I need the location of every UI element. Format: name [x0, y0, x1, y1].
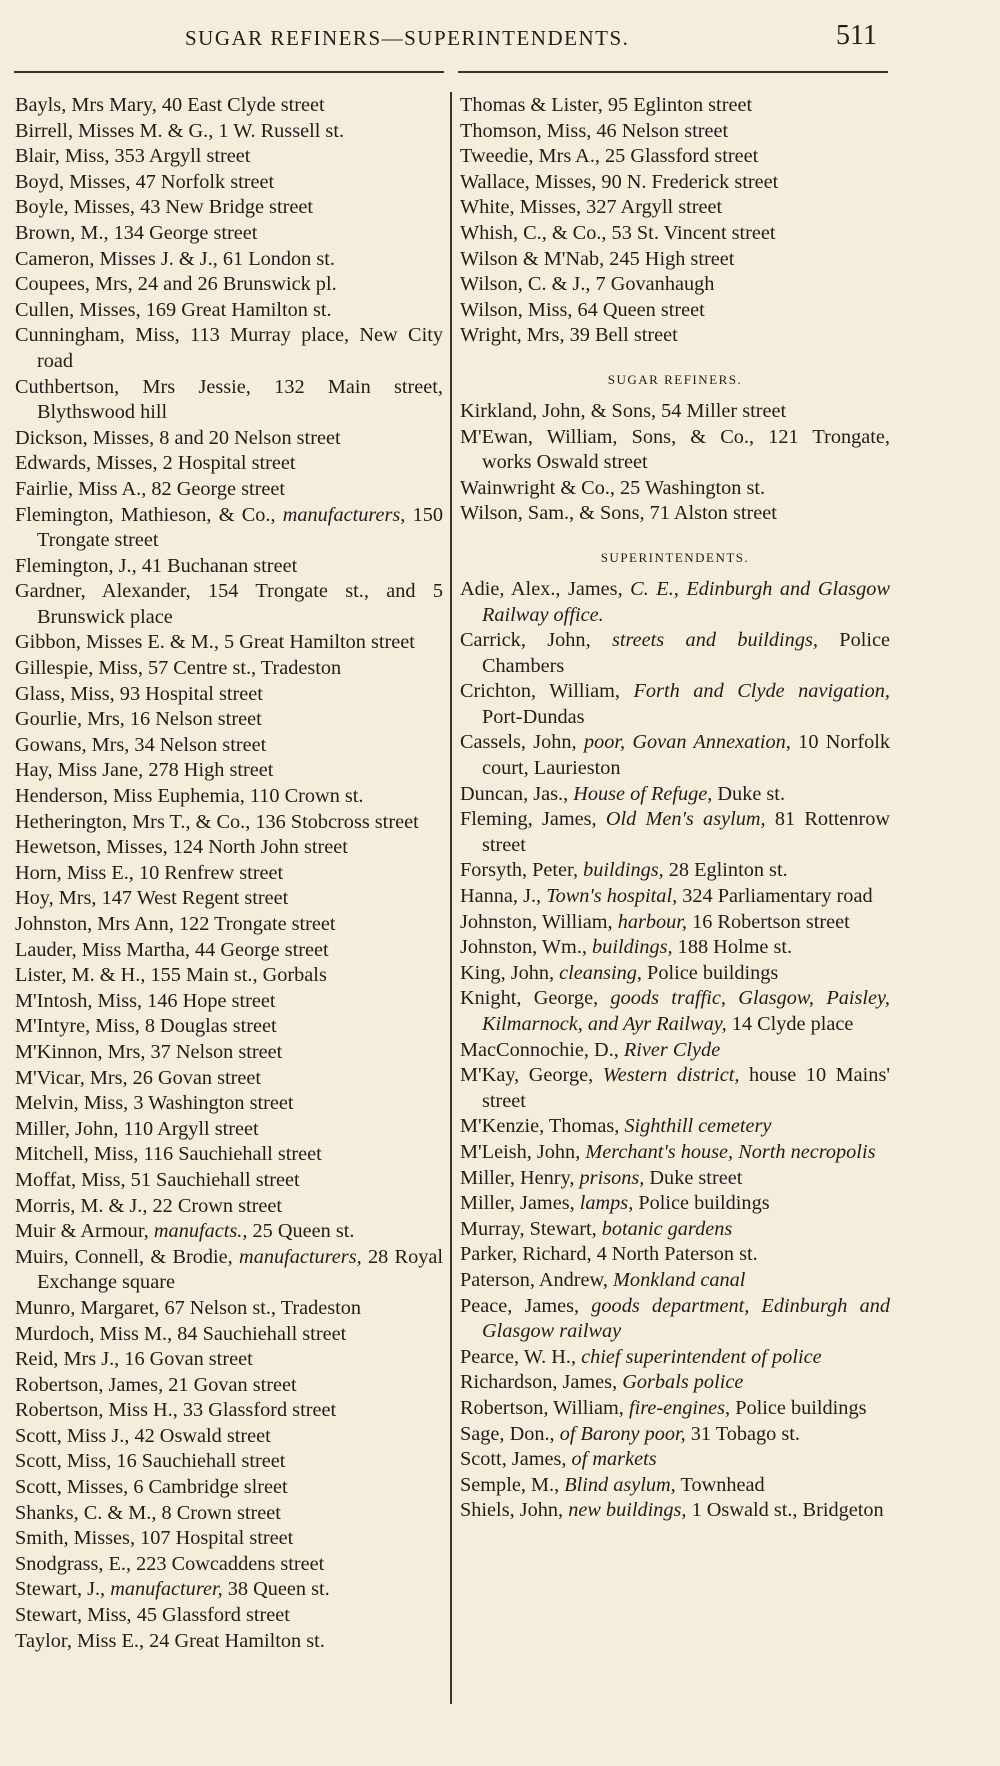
directory-entry [15, 758, 443, 784]
directory-entry [15, 1552, 443, 1578]
directory-entry [15, 1091, 443, 1117]
directory-entry [15, 298, 443, 324]
directory-entry [15, 1040, 443, 1066]
entry-name: Adie, Alex., James, [460, 577, 631, 600]
entry-occupation: Old Men's asylum, [605, 808, 766, 831]
entry-name: Peace, James, [460, 1294, 592, 1317]
entry-address: Police Chambers [482, 629, 890, 677]
directory-entry [460, 476, 890, 502]
directory-entry [460, 961, 890, 987]
entry-text: Taylor, Miss E., 24 Great Hamilton st. [15, 1629, 325, 1652]
entry-occupation: manufacturers, [282, 503, 406, 526]
directory-entry [460, 1242, 890, 1268]
directory-entry [15, 1322, 443, 1348]
page-number: 511 [836, 20, 877, 51]
entry-occupation: chief superintendent of police [581, 1345, 822, 1368]
directory-entry [460, 986, 890, 1037]
entry-name: Hanna, J., [460, 885, 547, 908]
directory-entry [460, 93, 890, 119]
entry-address: 16 Robertson street [687, 910, 850, 933]
directory-entry [460, 1063, 890, 1114]
directory-entry [460, 1294, 890, 1345]
entry-occupation: prisons, [579, 1166, 645, 1189]
directory-entry [15, 1194, 443, 1220]
entry-address: Townhead [675, 1473, 765, 1496]
entry-name: Miller, Henry, [460, 1166, 580, 1189]
entry-text: Morris, M. & J., 22 Crown street [15, 1194, 283, 1217]
entry-text: Stewart, Miss, 45 Glassford street [15, 1604, 290, 1627]
directory-entry [460, 144, 890, 170]
entry-name: Flemington, Mathieson, & Co., [15, 503, 283, 526]
directory-entry [15, 630, 443, 656]
directory-entry [460, 1396, 890, 1422]
directory-entry [460, 935, 890, 961]
entry-text: Wilson, C. & J., 7 Govanhaugh [460, 273, 715, 296]
entry-text: Scott, Miss J., 42 Oswald street [15, 1424, 271, 1447]
sugar-refiners-list [460, 399, 890, 527]
entry-text: Gourlie, Mrs, 16 Nelson street [15, 708, 262, 731]
entry-occupation: House of Refuge, [573, 782, 713, 805]
entry-name: Pearce, W. H., [460, 1345, 582, 1368]
entry-name: Semple, M., [460, 1473, 565, 1496]
directory-entry [460, 679, 890, 730]
directory-entry [15, 963, 443, 989]
entry-occupation: manufacts., [153, 1220, 248, 1243]
entry-occupation: fire-engines, [628, 1396, 731, 1419]
directory-entry [460, 501, 890, 527]
directory-entry [15, 503, 443, 554]
running-title: SUGAR REFINERS—SUPERINTENDENTS. [185, 26, 630, 50]
column-divider [450, 92, 452, 1704]
entry-occupation: C. E., Edinburgh and Glasgow Railway office. [482, 577, 890, 626]
directory-entry [460, 1370, 890, 1396]
entry-address: 25 Queen st. [247, 1220, 355, 1243]
directory-entry [460, 298, 890, 324]
entry-text: Scott, Miss, 16 Sauchiehall street [15, 1450, 286, 1473]
entry-occupation: Blind asylum, [564, 1473, 676, 1496]
entry-address: 31 Tobago st. [685, 1422, 800, 1445]
entry-occupation: Forth and Clyde navigation, [633, 680, 890, 703]
directory-entry [460, 1166, 890, 1192]
entry-occupation: manufacturer, [110, 1578, 223, 1601]
entry-occupation: new buildings, [568, 1499, 687, 1522]
entry-text: Parker, Richard, 4 North Paterson st. [460, 1243, 758, 1266]
entry-name: Cassels, John, [460, 731, 584, 754]
directory-entry [15, 119, 443, 145]
entry-text: Reid, Mrs J., 16 Govan street [15, 1348, 253, 1371]
entry-name: Richardson, James, [460, 1371, 623, 1394]
superintendents-heading: SUPERINTENDENTS. [600, 549, 750, 565]
directory-entry [15, 170, 443, 196]
entry-text: Melvin, Miss, 3 Washington street [15, 1092, 294, 1115]
entry-occupation: River Clyde [623, 1038, 721, 1061]
entry-text: Wilson, Miss, 64 Queen street [460, 298, 705, 321]
directory-entry [460, 807, 890, 858]
sugar-refiners-heading: SUGAR REFINERS. [607, 371, 743, 387]
directory-entry [15, 886, 443, 912]
directory-entry [15, 272, 443, 298]
directory-entry [15, 1296, 443, 1322]
entry-name: Knight, George, [460, 987, 611, 1010]
directory-entry [15, 861, 443, 887]
entry-text: M'Vicar, Mrs, 26 Govan street [15, 1066, 262, 1089]
entry-name: Fleming, James, [460, 808, 606, 831]
entry-name: Duncan, Jas., [460, 782, 574, 805]
entry-text: Blair, Miss, 353 Argyll street [15, 145, 251, 168]
entry-text: Scott, Misses, 6 Cambridge slreet [15, 1476, 288, 1499]
directory-entry [15, 375, 443, 426]
entry-occupation: Merchant's house, North necropolis [585, 1140, 876, 1163]
directory-entry [15, 1629, 443, 1655]
entry-text: Hay, Miss Jane, 278 High street [15, 759, 274, 782]
entry-address: 14 Clyde place [726, 1013, 854, 1035]
directory-entry [15, 1066, 443, 1092]
entry-address: Duke street [644, 1166, 743, 1189]
entry-name: Forsyth, Peter, [460, 859, 584, 882]
entry-text: Wainwright & Co., 25 Washington st. [460, 476, 766, 499]
entry-name: Robertson, William, [460, 1396, 629, 1419]
directory-entry [460, 1498, 890, 1524]
directory-entry [460, 1447, 890, 1473]
entry-name: Carrick, John, [460, 629, 612, 652]
entry-text: Gardner, Alexander, 154 Trongate st., and 5 Brunswick place [15, 580, 443, 628]
entry-text: Moffat, Miss, 51 Sauchiehall street [15, 1168, 300, 1191]
superintendents-list [460, 577, 890, 1524]
directory-entry [460, 1473, 890, 1499]
entry-text: Coupees, Mrs, 24 and 26 Brunswick pl. [15, 273, 337, 296]
directory-entry [15, 656, 443, 682]
directory-entry [460, 884, 890, 910]
right-column [460, 93, 890, 1524]
entry-name: M'Leish, John, [460, 1140, 586, 1163]
entry-text: Wilson, Sam., & Sons, 71 Alston street [460, 502, 777, 525]
directory-entry [15, 938, 443, 964]
directory-entry [15, 810, 443, 836]
directory-entry [15, 426, 443, 452]
entry-text: Cameron, Misses J. & J., 61 London st. [15, 247, 335, 270]
directory-entry [15, 144, 443, 170]
entry-occupation: Gorbals police [622, 1371, 744, 1394]
directory-entry [460, 1140, 890, 1166]
entry-occupation: poor, Govan Annexation, [583, 731, 791, 754]
directory-entry [15, 323, 443, 374]
directory-entry [15, 451, 443, 477]
entry-occupation: Western district, [602, 1064, 740, 1087]
entry-text: Henderson, Miss Euphemia, 110 Crown st. [15, 785, 364, 808]
entry-name: M'Kenzie, Thomas, [460, 1115, 625, 1138]
entry-text: Gowans, Mrs, 34 Nelson street [15, 733, 267, 756]
directory-entry [460, 910, 890, 936]
entry-text: Brown, M., 134 George street [15, 221, 258, 244]
entry-occupation: streets and buildings, [612, 629, 818, 652]
directory-entry [15, 1117, 443, 1143]
directory-entry [15, 579, 443, 630]
entry-text: Robertson, James, 21 Govan street [15, 1373, 297, 1396]
directory-entry [15, 733, 443, 759]
directory-entry [15, 784, 443, 810]
entry-name: Muirs, Connell, & Brodie, [15, 1245, 240, 1268]
entry-text: Whish, C., & Co., 53 St. Vincent street [460, 221, 776, 244]
entry-text: Hoy, Mrs, 147 West Regent street [15, 887, 289, 910]
entry-address: house 10 Mains' street [482, 1064, 890, 1112]
directory-entry [460, 1268, 890, 1294]
entry-name: Murray, Stewart, [460, 1217, 602, 1240]
entry-text: Bayls, Mrs Mary, 40 East Clyde street [15, 94, 325, 116]
directory-entry [15, 1168, 443, 1194]
entry-address: Duke st. [712, 782, 786, 805]
directory-entry [460, 119, 890, 145]
entry-occupation: goods traffic, Glasgow, Paisley, Kilmarnock, and Ayr Railway, [482, 987, 890, 1035]
entry-text: M'Kinnon, Mrs, 37 Nelson street [15, 1040, 283, 1063]
directory-entry [15, 835, 443, 861]
directory-entry [15, 1603, 443, 1629]
entry-occupation: of markets [571, 1448, 657, 1471]
entry-address: Police buildings [633, 1192, 770, 1215]
directory-entry [460, 195, 890, 221]
directory-entry [460, 425, 890, 476]
directory-entry [15, 1398, 443, 1424]
entry-name: King, John, [460, 961, 560, 984]
entry-text: Cunningham, Miss, 113 Murray place, New City road [15, 324, 443, 372]
entry-text: Edwards, Misses, 2 Hospital street [15, 452, 296, 475]
entry-name: Stewart, J., [15, 1578, 111, 1601]
entry-text: Fairlie, Miss A., 82 George street [15, 477, 286, 500]
entry-text: Snodgrass, E., 223 Cowcaddens street [15, 1552, 325, 1575]
directory-entry [15, 1219, 443, 1245]
directory-entry [460, 221, 890, 247]
entry-name: MacConnochie, D., [460, 1038, 624, 1061]
directory-entry [15, 1526, 443, 1552]
entry-occupation: Sighthill cemetery [624, 1115, 772, 1138]
directory-entry [460, 1217, 890, 1243]
entry-address: Port-Dundas [482, 705, 585, 728]
directory-entry [15, 707, 443, 733]
entry-text: Lister, M. & H., 155 Main st., Gorbals [15, 964, 327, 987]
entry-text: Birrell, Misses M. & G., 1 W. Russell st. [15, 119, 345, 142]
directory-entry [460, 399, 890, 425]
entry-name: Miller, James, [460, 1192, 580, 1215]
entry-text: M'Ewan, William, Sons, & Co., 121 Trongate, works Oswald street [460, 425, 890, 474]
directory-entry [460, 1422, 890, 1448]
entry-name: Johnston, William, [460, 910, 618, 933]
directory-entry [15, 989, 443, 1015]
entry-address: 38 Queen st. [222, 1578, 330, 1601]
entry-occupation: Monkland canal [613, 1268, 746, 1291]
entry-address: 28 Eglinton st. [663, 859, 788, 882]
directory-entry [460, 170, 890, 196]
entry-name: Muir & Armour, [15, 1220, 154, 1243]
entry-text: Wright, Mrs, 39 Bell street [460, 324, 678, 347]
right-top-list [460, 93, 890, 349]
entry-text: Glass, Miss, 93 Hospital street [15, 682, 263, 705]
directory-entry [15, 93, 443, 119]
directory-entry [460, 782, 890, 808]
entry-name: Scott, James, [460, 1448, 572, 1471]
directory-entry [15, 247, 443, 273]
entry-occupation: of Barony poor, [559, 1422, 686, 1445]
entry-address: 188 Holme st. [672, 936, 793, 959]
entry-occupation: cleansing, [559, 961, 642, 984]
entry-occupation: harbour, [617, 910, 687, 933]
entry-text: Smith, Misses, 107 Hospital street [15, 1527, 294, 1550]
directory-entry [15, 1014, 443, 1040]
directory-entry [15, 1475, 443, 1501]
entry-occupation: manufacturers, [239, 1245, 362, 1268]
directory-entry [15, 682, 443, 708]
entry-occupation: buildings, [592, 936, 673, 959]
directory-entry [460, 1345, 890, 1371]
entry-address: Police buildings [730, 1396, 867, 1419]
entry-text: Johnston, Mrs Ann, 122 Trongate street [15, 913, 336, 935]
entry-text: White, Misses, 327 Argyll street [460, 196, 723, 219]
entry-name: Paterson, Andrew, [460, 1268, 614, 1291]
entry-text: Boyd, Misses, 47 Norfolk street [15, 170, 275, 193]
entry-text: Horn, Miss E., 10 Renfrew street [15, 861, 284, 884]
directory-entry [460, 730, 890, 781]
entry-text: Murdoch, Miss M., 84 Sauchiehall street [15, 1322, 347, 1345]
entry-occupation: buildings, [583, 859, 664, 882]
directory-entry [15, 1577, 443, 1603]
entry-text: Lauder, Miss Martha, 44 George street [15, 938, 329, 961]
entry-text: Tweedie, Mrs A., 25 Glassford street [460, 145, 759, 168]
directory-entry [15, 477, 443, 503]
entry-text: Hewetson, Misses, 124 North John street [15, 836, 348, 859]
directory-entry [460, 628, 890, 679]
entry-address: 324 Parliamentary road [677, 885, 873, 908]
directory-entry [460, 858, 890, 884]
page-header [0, 18, 1000, 58]
directory-entry [15, 1501, 443, 1527]
entry-text: Gibbon, Misses E. & M., 5 Great Hamilton street [15, 631, 415, 654]
entry-occupation: Town's hospital, [546, 885, 678, 908]
entry-text: M'Intyre, Miss, 8 Douglas street [15, 1015, 277, 1038]
entry-address: 150 Trongate street [37, 503, 443, 552]
entry-occupation: goods department, Edinburgh and Glasgow railway [482, 1294, 890, 1343]
entry-text: Kirkland, John, & Sons, 54 Miller street [460, 399, 787, 422]
entry-address: Police buildings [641, 961, 779, 984]
entry-text: Wilson & M'Nab, 245 High street [460, 247, 735, 270]
entry-name: M'Kay, George, [460, 1064, 603, 1087]
entry-text: Munro, Margaret, 67 Nelson st., Tradeston [15, 1296, 362, 1319]
directory-entry [460, 272, 890, 298]
directory-entry [460, 1114, 890, 1140]
entry-text: Miller, John, 110 Argyll street [15, 1117, 259, 1140]
directory-entry [460, 323, 890, 349]
directory-entry [15, 221, 443, 247]
entry-text: Hetherington, Mrs T., & Co., 136 Stobcross street [15, 810, 419, 833]
directory-entry [15, 1424, 443, 1450]
entry-name: Shiels, John, [460, 1499, 569, 1522]
entry-name: Johnston, Wm., [460, 936, 593, 959]
entry-text: Wallace, Misses, 90 N. Frederick street [460, 170, 779, 193]
entry-occupation: botanic gardens [601, 1217, 733, 1240]
entry-text: Robertson, Miss H., 33 Glassford street [15, 1399, 337, 1422]
entry-text: Dickson, Misses, 8 and 20 Nelson street [15, 426, 341, 449]
entry-text: Gillespie, Miss, 57 Centre st., Tradeston [15, 657, 342, 680]
entry-text: Mitchell, Miss, 116 Sauchiehall street [15, 1143, 322, 1166]
header-rule-right [458, 71, 888, 73]
entry-text: Cullen, Misses, 169 Great Hamilton st. [15, 298, 332, 321]
entry-text: Cuthbertson, Mrs Jessie, 132 Main street, Blythswood hill [15, 375, 443, 424]
directory-entry [15, 1245, 443, 1296]
entry-text: Thomson, Miss, 46 Nelson street [460, 119, 729, 142]
directory-entry [15, 195, 443, 221]
entry-occupation: lamps, [579, 1192, 634, 1215]
entry-address: 1 Oswald st., Bridgeton [686, 1499, 884, 1522]
directory-entry [15, 1142, 443, 1168]
header-rule-left [14, 71, 444, 73]
entry-text: M'Intosh, Miss, 146 Hope street [15, 989, 276, 1012]
directory-entry [15, 1449, 443, 1475]
entry-text: Thomas & Lister, 95 Eglinton street [460, 94, 753, 116]
entry-name: Sage, Don., [460, 1422, 560, 1445]
entry-name: Crichton, William, [460, 680, 634, 703]
entry-address: 81 Rottenrow street [482, 808, 891, 856]
directory-entry [460, 247, 890, 273]
entry-text: Shanks, C. & M., 8 Crown street [15, 1501, 281, 1524]
left-column [15, 93, 443, 1654]
directory-entry [15, 554, 443, 580]
entry-address: 10 Norfolk court, Laurieston [482, 731, 890, 780]
entry-text: Boyle, Misses, 43 New Bridge street [15, 196, 313, 219]
entry-text: Flemington, J., 41 Buchanan street [15, 554, 298, 577]
directory-entry [460, 577, 890, 628]
directory-entry [460, 1191, 890, 1217]
directory-entry [15, 1373, 443, 1399]
directory-entry [15, 1347, 443, 1373]
directory-entry [460, 1038, 890, 1064]
directory-entry [15, 912, 443, 938]
entry-address: 28 Royal Exchange square [37, 1245, 443, 1294]
